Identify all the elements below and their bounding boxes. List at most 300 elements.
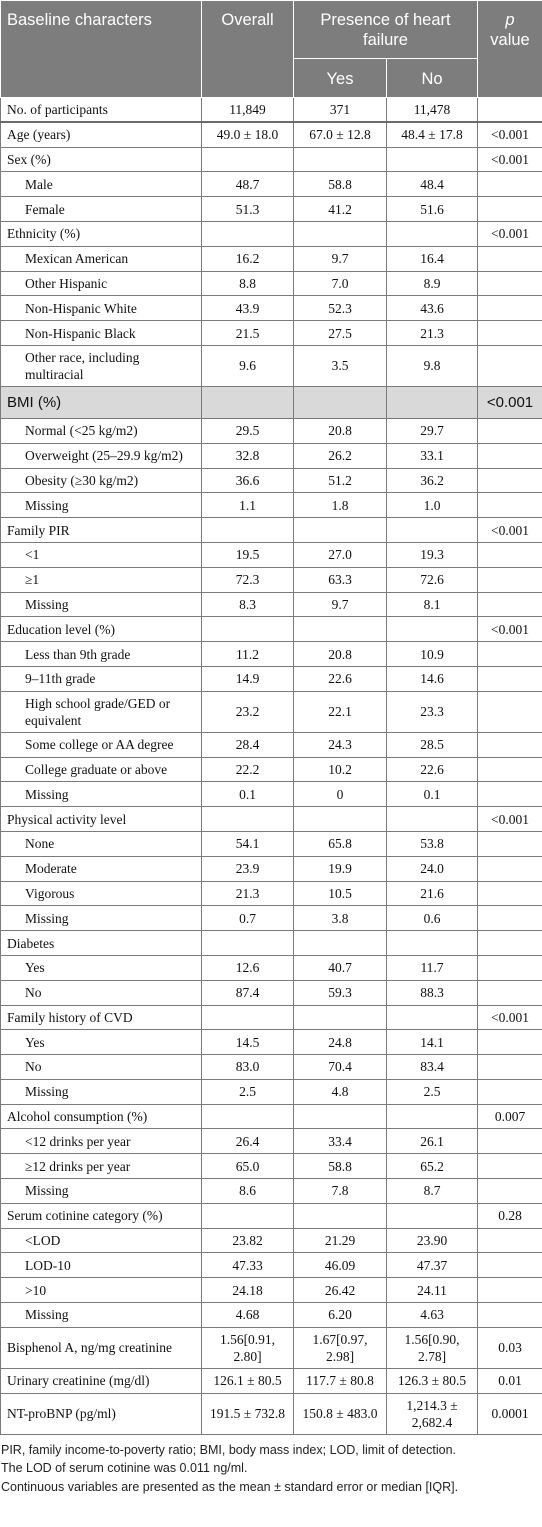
- table-row: [1, 807, 542, 832]
- cell-overall: 54.1: [202, 831, 294, 856]
- cell-p-value: [478, 345, 542, 386]
- cell-heart-failure-no: 21.3: [387, 321, 478, 346]
- cell-p-value: [478, 1179, 542, 1204]
- table-row: [1, 1393, 542, 1434]
- cell-heart-failure-no: 0.1: [387, 782, 478, 807]
- row-label: Female: [1, 197, 202, 222]
- row-label: Missing: [1, 1079, 202, 1104]
- cell-overall: [202, 931, 294, 956]
- cell-p-value: [478, 197, 542, 222]
- cell-heart-failure-yes: 20.8: [294, 642, 387, 667]
- cell-overall: 21.3: [202, 881, 294, 906]
- footnote-continuous: Continuous variables are presented as the mean ± standard error or median [IQR].: [1, 1479, 459, 1494]
- cell-heart-failure-no: [387, 1005, 478, 1030]
- cell-heart-failure-yes: 26.42: [294, 1278, 387, 1303]
- cell-overall: [202, 1104, 294, 1129]
- cell-heart-failure-no: 72.6: [387, 567, 478, 592]
- cell-overall: 49.0 ± 18.0: [202, 122, 294, 147]
- table-row: [1, 296, 542, 321]
- cell-p-value: 0.01: [478, 1368, 542, 1393]
- row-label: Vigorous: [1, 881, 202, 906]
- table-header: [1, 1, 542, 98]
- cell-heart-failure-no: 47.37: [387, 1253, 478, 1278]
- cell-overall: 87.4: [202, 980, 294, 1005]
- cell-heart-failure-yes: 371: [294, 98, 387, 123]
- cell-heart-failure-no: [387, 386, 478, 418]
- cell-overall: 2.5: [202, 1079, 294, 1104]
- table-row: [1, 1368, 542, 1393]
- header-presence-of-heart-failure: Presence of heart failure: [294, 1, 478, 59]
- row-label: Obesity (≥30 kg/m2): [1, 468, 202, 493]
- cell-heart-failure-yes: 65.8: [294, 831, 387, 856]
- row-label: No. of participants: [1, 98, 202, 123]
- cell-p-value: [478, 1154, 542, 1179]
- cell-p-value: [478, 592, 542, 617]
- table-row: [1, 757, 542, 782]
- row-label: Less than 9th grade: [1, 642, 202, 667]
- cell-overall: 8.3: [202, 592, 294, 617]
- cell-heart-failure-yes: 10.5: [294, 881, 387, 906]
- cell-heart-failure-no: 8.9: [387, 271, 478, 296]
- cell-overall: 72.3: [202, 567, 294, 592]
- cell-p-value: [478, 980, 542, 1005]
- table-row: [1, 221, 542, 246]
- cell-overall: [202, 386, 294, 418]
- cell-p-value: <0.001: [478, 386, 542, 418]
- cell-p-value: [478, 666, 542, 691]
- cell-overall: 8.8: [202, 271, 294, 296]
- cell-heart-failure-yes: [294, 617, 387, 642]
- table-row: [1, 691, 542, 732]
- cell-heart-failure-no: 33.1: [387, 443, 478, 468]
- row-label: Normal (<25 kg/m2): [1, 418, 202, 443]
- cell-p-value: 0.007: [478, 1104, 542, 1129]
- cell-p-value: 0.0001: [478, 1393, 542, 1434]
- cell-heart-failure-yes: [294, 1104, 387, 1129]
- table-row: [1, 567, 542, 592]
- table-row: [1, 732, 542, 757]
- cell-heart-failure-yes: [294, 1203, 387, 1228]
- row-label: BMI (%): [1, 386, 202, 418]
- row-label: Sex (%): [1, 147, 202, 172]
- cell-p-value: [478, 642, 542, 667]
- table-row: [1, 1005, 542, 1030]
- cell-heart-failure-no: 14.1: [387, 1030, 478, 1055]
- table-row: [1, 542, 542, 567]
- cell-p-value: <0.001: [478, 518, 542, 543]
- cell-heart-failure-yes: [294, 147, 387, 172]
- row-label: Alcohol consumption (%): [1, 1104, 202, 1129]
- cell-heart-failure-yes: 7.0: [294, 271, 387, 296]
- cell-heart-failure-no: [387, 1104, 478, 1129]
- cell-heart-failure-no: 48.4 ± 17.8: [387, 122, 478, 147]
- table-row: [1, 1228, 542, 1253]
- table-row: [1, 1030, 542, 1055]
- row-label: No: [1, 1055, 202, 1080]
- cell-heart-failure-yes: 3.8: [294, 906, 387, 931]
- cell-p-value: [478, 732, 542, 757]
- cell-p-value: [478, 418, 542, 443]
- footnote-lod: The LOD of serum cotinine was 0.011 ng/ml.: [1, 1461, 248, 1476]
- cell-heart-failure-yes: 52.3: [294, 296, 387, 321]
- cell-p-value: [478, 856, 542, 881]
- table-row: [1, 1253, 542, 1278]
- cell-p-value: <0.001: [478, 122, 542, 147]
- header-p: p: [505, 11, 515, 29]
- cell-p-value: [478, 1129, 542, 1154]
- cell-heart-failure-no: 43.6: [387, 296, 478, 321]
- table-row: [1, 931, 542, 956]
- cell-p-value: [478, 931, 542, 956]
- cell-heart-failure-no: 65.2: [387, 1154, 478, 1179]
- cell-heart-failure-no: 2.5: [387, 1079, 478, 1104]
- cell-overall: 47.33: [202, 1253, 294, 1278]
- cell-heart-failure-yes: 24.8: [294, 1030, 387, 1055]
- cell-overall: 23.82: [202, 1228, 294, 1253]
- row-label: Yes: [1, 955, 202, 980]
- cell-overall: 26.4: [202, 1129, 294, 1154]
- cell-heart-failure-yes: 26.2: [294, 443, 387, 468]
- cell-p-value: [478, 567, 542, 592]
- cell-overall: 43.9: [202, 296, 294, 321]
- cell-heart-failure-no: [387, 518, 478, 543]
- cell-p-value: [478, 296, 542, 321]
- table-row: [1, 493, 542, 518]
- row-label: Other Hispanic: [1, 271, 202, 296]
- cell-p-value: [478, 906, 542, 931]
- header-p-value: [478, 1, 542, 98]
- row-label: Overweight (25–29.9 kg/m2): [1, 443, 202, 468]
- cell-heart-failure-no: 24.0: [387, 856, 478, 881]
- cell-overall: 191.5 ± 732.8: [202, 1393, 294, 1434]
- cell-heart-failure-no: 1.56[0.90, 2.78]: [387, 1327, 478, 1368]
- cell-heart-failure-yes: 67.0 ± 12.8: [294, 122, 387, 147]
- row-label: NT-proBNP (pg/ml): [1, 1393, 202, 1434]
- cell-heart-failure-yes: 19.9: [294, 856, 387, 881]
- row-label: Missing: [1, 1179, 202, 1204]
- cell-p-value: [478, 1228, 542, 1253]
- row-label: LOD-10: [1, 1253, 202, 1278]
- row-label: Physical activity level: [1, 807, 202, 832]
- table-body: [1, 98, 542, 1435]
- cell-p-value: [478, 831, 542, 856]
- cell-heart-failure-no: 4.63: [387, 1303, 478, 1328]
- table-row: [1, 831, 542, 856]
- cell-overall: 83.0: [202, 1055, 294, 1080]
- row-label: No: [1, 980, 202, 1005]
- header-overall: Overall: [202, 1, 294, 98]
- cell-p-value: <0.001: [478, 147, 542, 172]
- cell-p-value: <0.001: [478, 1005, 542, 1030]
- row-label: Missing: [1, 592, 202, 617]
- cell-heart-failure-no: [387, 147, 478, 172]
- row-label: None: [1, 831, 202, 856]
- row-label: College graduate or above: [1, 757, 202, 782]
- cell-p-value: [478, 468, 542, 493]
- cell-p-value: [478, 1030, 542, 1055]
- cell-heart-failure-no: 53.8: [387, 831, 478, 856]
- row-label: Serum cotinine category (%): [1, 1203, 202, 1228]
- table-row: [1, 1104, 542, 1129]
- table-row: [1, 147, 542, 172]
- cell-overall: 14.9: [202, 666, 294, 691]
- cell-heart-failure-yes: 0: [294, 782, 387, 807]
- cell-heart-failure-yes: [294, 221, 387, 246]
- table-row: [1, 345, 542, 386]
- cell-heart-failure-no: 23.3: [387, 691, 478, 732]
- table-row: [1, 271, 542, 296]
- cell-heart-failure-no: 21.6: [387, 881, 478, 906]
- cell-heart-failure-no: 24.11: [387, 1278, 478, 1303]
- row-label: Mexican American: [1, 246, 202, 271]
- cell-p-value: [478, 493, 542, 518]
- cell-overall: 8.6: [202, 1179, 294, 1204]
- cell-p-value: [478, 881, 542, 906]
- cell-heart-failure-yes: 4.8: [294, 1079, 387, 1104]
- cell-overall: 1.56[0.91, 2.80]: [202, 1327, 294, 1368]
- row-label: <LOD: [1, 1228, 202, 1253]
- cell-heart-failure-no: 1.0: [387, 493, 478, 518]
- cell-heart-failure-no: [387, 1203, 478, 1228]
- cell-heart-failure-yes: 27.5: [294, 321, 387, 346]
- cell-heart-failure-no: 9.8: [387, 345, 478, 386]
- cell-heart-failure-yes: 24.3: [294, 732, 387, 757]
- row-label: Missing: [1, 493, 202, 518]
- cell-heart-failure-no: 36.2: [387, 468, 478, 493]
- table-row: [1, 1129, 542, 1154]
- table-row: [1, 1179, 542, 1204]
- row-label: High school grade/GED or equivalent: [1, 691, 202, 732]
- cell-overall: 0.7: [202, 906, 294, 931]
- cell-overall: 48.7: [202, 172, 294, 197]
- cell-heart-failure-no: 126.3 ± 80.5: [387, 1368, 478, 1393]
- table-row: [1, 443, 542, 468]
- cell-heart-failure-yes: 1.67[0.97, 2.98]: [294, 1327, 387, 1368]
- table-row: [1, 782, 542, 807]
- cell-heart-failure-yes: 117.7 ± 80.8: [294, 1368, 387, 1393]
- cell-heart-failure-no: [387, 931, 478, 956]
- cell-heart-failure-no: 19.3: [387, 542, 478, 567]
- cell-heart-failure-no: 28.5: [387, 732, 478, 757]
- cell-overall: 126.1 ± 80.5: [202, 1368, 294, 1393]
- cell-p-value: [478, 321, 542, 346]
- cell-heart-failure-yes: 1.8: [294, 493, 387, 518]
- cell-heart-failure-yes: 21.29: [294, 1228, 387, 1253]
- cell-heart-failure-yes: 7.8: [294, 1179, 387, 1204]
- cell-heart-failure-no: 23.90: [387, 1228, 478, 1253]
- row-label: Education level (%): [1, 617, 202, 642]
- table-row: [1, 1055, 542, 1080]
- cell-overall: 21.5: [202, 321, 294, 346]
- header-baseline-characters: Baseline characters: [1, 1, 202, 98]
- cell-overall: 28.4: [202, 732, 294, 757]
- cell-overall: 23.2: [202, 691, 294, 732]
- header-yes: Yes: [294, 59, 387, 98]
- row-label: Non-Hispanic White: [1, 296, 202, 321]
- cell-p-value: [478, 955, 542, 980]
- cell-heart-failure-yes: 41.2: [294, 197, 387, 222]
- cell-heart-failure-yes: 22.1: [294, 691, 387, 732]
- cell-overall: 1.1: [202, 493, 294, 518]
- table-row: [1, 418, 542, 443]
- cell-overall: [202, 1005, 294, 1030]
- cell-heart-failure-no: 1,214.3 ± 2,682.4: [387, 1393, 478, 1434]
- table-row: [1, 980, 542, 1005]
- cell-overall: 11,849: [202, 98, 294, 123]
- cell-overall: 12.6: [202, 955, 294, 980]
- table-row: [1, 172, 542, 197]
- row-label: <1: [1, 542, 202, 567]
- cell-heart-failure-no: 16.4: [387, 246, 478, 271]
- row-label: Other race, including multiracial: [1, 345, 202, 386]
- cell-heart-failure-no: 26.1: [387, 1129, 478, 1154]
- cell-p-value: [478, 782, 542, 807]
- header-no: No: [387, 59, 478, 98]
- header-value: value: [490, 31, 530, 49]
- cell-overall: 32.8: [202, 443, 294, 468]
- table-row: [1, 881, 542, 906]
- cell-heart-failure-yes: 10.2: [294, 757, 387, 782]
- cell-heart-failure-yes: 46.09: [294, 1253, 387, 1278]
- cell-p-value: [478, 1253, 542, 1278]
- cell-heart-failure-yes: 3.5: [294, 345, 387, 386]
- row-label: Urinary creatinine (mg/dl): [1, 1368, 202, 1393]
- cell-p-value: [478, 1079, 542, 1104]
- cell-heart-failure-yes: [294, 386, 387, 418]
- table-row: [1, 321, 542, 346]
- table-row: [1, 468, 542, 493]
- cell-overall: [202, 617, 294, 642]
- cell-p-value: <0.001: [478, 221, 542, 246]
- cell-overall: 14.5: [202, 1030, 294, 1055]
- cell-overall: [202, 518, 294, 543]
- cell-p-value: <0.001: [478, 617, 542, 642]
- row-label: Missing: [1, 906, 202, 931]
- cell-overall: 16.2: [202, 246, 294, 271]
- cell-p-value: [478, 542, 542, 567]
- table-row: [1, 1203, 542, 1228]
- cell-heart-failure-no: [387, 617, 478, 642]
- cell-heart-failure-yes: 63.3: [294, 567, 387, 592]
- cell-heart-failure-yes: 9.7: [294, 592, 387, 617]
- cell-p-value: [478, 271, 542, 296]
- cell-p-value: [478, 757, 542, 782]
- cell-heart-failure-yes: 22.6: [294, 666, 387, 691]
- cell-heart-failure-yes: [294, 1005, 387, 1030]
- row-label: Bisphenol A, ng/mg creatinine: [1, 1327, 202, 1368]
- cell-overall: 0.1: [202, 782, 294, 807]
- table-row: [1, 592, 542, 617]
- cell-heart-failure-yes: [294, 807, 387, 832]
- cell-heart-failure-no: 29.7: [387, 418, 478, 443]
- row-label: Diabetes: [1, 931, 202, 956]
- table-row: [1, 1303, 542, 1328]
- cell-overall: [202, 1203, 294, 1228]
- cell-overall: [202, 147, 294, 172]
- row-label: Missing: [1, 1303, 202, 1328]
- cell-heart-failure-yes: 6.20: [294, 1303, 387, 1328]
- table-row: [1, 955, 542, 980]
- table-row: [1, 1154, 542, 1179]
- table-row: [1, 122, 542, 147]
- table-row: [1, 197, 542, 222]
- cell-overall: [202, 807, 294, 832]
- cell-heart-failure-no: 22.6: [387, 757, 478, 782]
- row-label: Some college or AA degree: [1, 732, 202, 757]
- footnote-abbreviations: PIR, family income-to-poverty ratio; BMI, body mass index; LOD, limit of detection.: [1, 1442, 457, 1457]
- cell-heart-failure-no: 0.6: [387, 906, 478, 931]
- row-label: Age (years): [1, 122, 202, 147]
- table-row: [1, 642, 542, 667]
- cell-heart-failure-no: 11,478: [387, 98, 478, 123]
- cell-p-value: [478, 98, 542, 123]
- cell-heart-failure-yes: 33.4: [294, 1129, 387, 1154]
- row-label: Male: [1, 172, 202, 197]
- cell-heart-failure-no: 11.7: [387, 955, 478, 980]
- table-footnotes: [0, 1435, 541, 1497]
- cell-p-value: [478, 172, 542, 197]
- cell-heart-failure-yes: 27.0: [294, 542, 387, 567]
- cell-heart-failure-yes: [294, 518, 387, 543]
- cell-p-value: <0.001: [478, 807, 542, 832]
- table-row: [1, 386, 542, 418]
- row-label: Non-Hispanic Black: [1, 321, 202, 346]
- cell-heart-failure-no: 10.9: [387, 642, 478, 667]
- cell-p-value: [478, 246, 542, 271]
- row-label: Missing: [1, 782, 202, 807]
- cell-heart-failure-no: 14.6: [387, 666, 478, 691]
- cell-p-value: [478, 691, 542, 732]
- cell-overall: [202, 221, 294, 246]
- table-row: [1, 246, 542, 271]
- row-label: Yes: [1, 1030, 202, 1055]
- row-label: ≥12 drinks per year: [1, 1154, 202, 1179]
- cell-overall: 51.3: [202, 197, 294, 222]
- cell-heart-failure-yes: 20.8: [294, 418, 387, 443]
- table-row: [1, 1079, 542, 1104]
- table-row: [1, 1327, 542, 1368]
- table-row: [1, 617, 542, 642]
- cell-heart-failure-yes: 59.3: [294, 980, 387, 1005]
- row-label: Family PIR: [1, 518, 202, 543]
- cell-overall: 29.5: [202, 418, 294, 443]
- row-label: >10: [1, 1278, 202, 1303]
- cell-heart-failure-no: 8.7: [387, 1179, 478, 1204]
- cell-heart-failure-yes: 70.4: [294, 1055, 387, 1080]
- cell-p-value: 0.03: [478, 1327, 542, 1368]
- table-row: [1, 98, 542, 123]
- row-label: <12 drinks per year: [1, 1129, 202, 1154]
- table-row: [1, 518, 542, 543]
- cell-heart-failure-yes: [294, 931, 387, 956]
- row-label: ≥1: [1, 567, 202, 592]
- cell-heart-failure-yes: 9.7: [294, 246, 387, 271]
- table-row: [1, 1278, 542, 1303]
- cell-heart-failure-no: [387, 221, 478, 246]
- cell-overall: 11.2: [202, 642, 294, 667]
- cell-p-value: [478, 443, 542, 468]
- cell-heart-failure-no: 8.1: [387, 592, 478, 617]
- cell-p-value: [478, 1303, 542, 1328]
- cell-heart-failure-yes: 150.8 ± 483.0: [294, 1393, 387, 1434]
- table-row: [1, 666, 542, 691]
- cell-heart-failure-no: 83.4: [387, 1055, 478, 1080]
- cell-overall: 36.6: [202, 468, 294, 493]
- cell-overall: 9.6: [202, 345, 294, 386]
- cell-overall: 22.2: [202, 757, 294, 782]
- cell-overall: 65.0: [202, 1154, 294, 1179]
- cell-p-value: [478, 1278, 542, 1303]
